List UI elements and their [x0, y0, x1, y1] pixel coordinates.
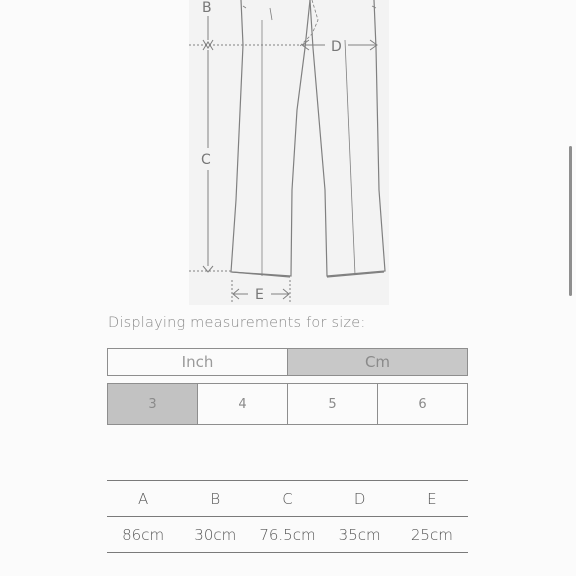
measurement-a: 86cm — [107, 517, 179, 553]
column-header-d: D — [324, 481, 396, 517]
size-option-6[interactable]: 6 — [377, 384, 467, 424]
unit-option-inch[interactable]: Inch — [181, 353, 214, 371]
label-d: D — [331, 39, 342, 55]
column-header-b: B — [179, 481, 251, 517]
diagram-backdrop — [189, 0, 389, 305]
size-caption: Displaying measurements for size: — [108, 315, 366, 331]
column-header-a: A — [107, 481, 179, 517]
size-option-3[interactable]: 3 — [108, 384, 197, 424]
label-c: C — [201, 152, 211, 168]
scrollbar-thumb[interactable] — [569, 146, 572, 296]
unit-toggle — [107, 348, 468, 376]
size-option-4[interactable]: 4 — [197, 384, 287, 424]
measurement-e: 25cm — [396, 517, 468, 553]
size-selector — [107, 383, 468, 425]
measurement-d: 35cm — [324, 517, 396, 553]
size-option-5[interactable]: 5 — [287, 384, 377, 424]
label-b: B — [202, 0, 212, 16]
measurements-table — [107, 480, 468, 553]
column-header-e: E — [396, 481, 468, 517]
label-e: E — [255, 287, 264, 303]
table-row — [107, 517, 468, 553]
column-header-c: C — [251, 481, 323, 517]
table-header-row — [107, 481, 468, 517]
unit-option-cm[interactable]: Cm — [287, 349, 467, 375]
measurement-c: 76.5cm — [251, 517, 323, 553]
measurement-b: 30cm — [179, 517, 251, 553]
